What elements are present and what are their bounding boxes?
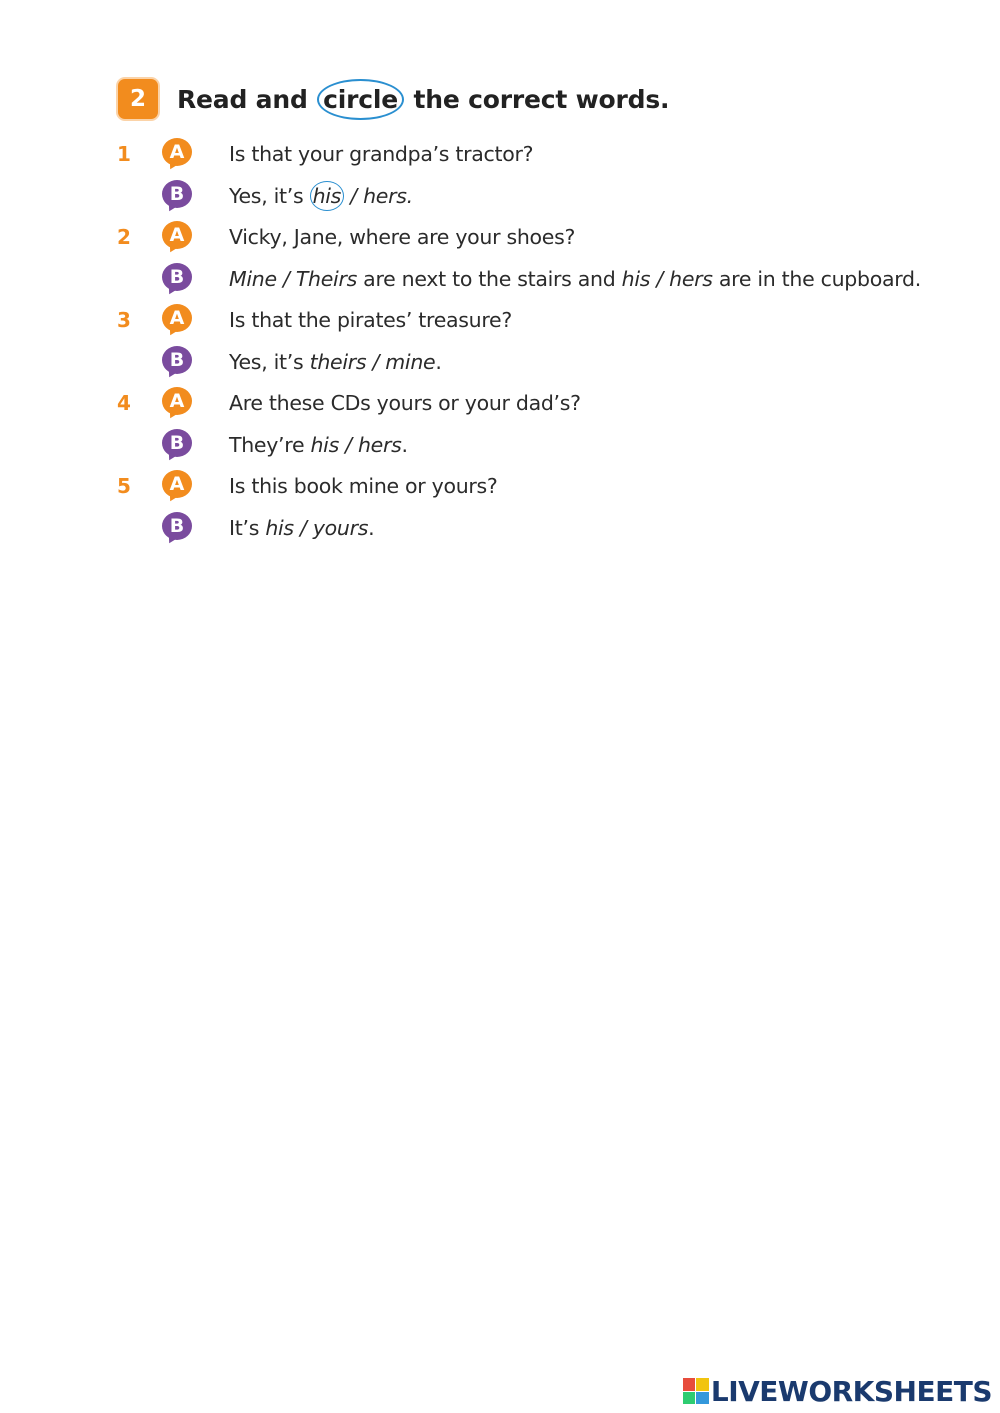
item-1-question-row (0, 134, 1000, 174)
answer-choice[interactable]: his / hers (310, 433, 402, 457)
item-3-answer-row (0, 342, 1000, 382)
item-number: 4 (117, 391, 131, 415)
speaker-b-icon: B (162, 346, 196, 378)
answer-choice-remaining[interactable]: / hers. (344, 184, 413, 208)
instruction-text-start: Read and (177, 84, 317, 114)
answer-text: They’re his / hers . (229, 433, 408, 457)
item-4-question-row (0, 383, 1000, 423)
answer-choice[interactable]: theirs / mine (309, 350, 436, 374)
answer-text: It’s his / yours . (229, 516, 375, 540)
item-5-question-row (0, 466, 1000, 506)
speaker-a-icon: A (162, 304, 196, 336)
question-text: Is that your grandpa’s tractor? (229, 142, 534, 166)
item-number: 2 (117, 225, 131, 249)
question-text: Is this book mine or yours? (229, 474, 498, 498)
answer-choice[interactable]: his / yours (265, 516, 369, 540)
speaker-b-icon: B (162, 180, 196, 212)
speaker-b-icon: B (162, 429, 196, 461)
question-text: Are these CDs yours or your dad’s? (229, 391, 581, 415)
answer-text: Mine / Theirs are next to the stairs and his / hers are in the cupboard. (229, 267, 921, 291)
item-5-answer-row (0, 508, 1000, 548)
question-text: Is that the pirates’ treasure? (229, 308, 512, 332)
speaker-a-icon: A (162, 221, 196, 253)
speaker-a-icon: A (162, 387, 196, 419)
item-number: 3 (117, 308, 131, 332)
speaker-a-icon: A (162, 470, 196, 502)
instruction-text-end: the correct words. (405, 84, 670, 114)
item-1-answer-row (0, 176, 1000, 216)
item-4-answer-row (0, 425, 1000, 465)
speaker-a-icon: A (162, 138, 196, 170)
item-3-question-row (0, 300, 1000, 340)
answer-text: Yes, it’s his / hers. (229, 176, 413, 216)
item-2-question-row (0, 217, 1000, 257)
answer-text: Yes, it’s theirs / mine . (229, 350, 442, 374)
answer-choice-1[interactable]: Mine / Theirs (229, 267, 357, 291)
exercise-header (118, 77, 669, 121)
instruction-circled-word: circle (317, 79, 404, 120)
item-2-answer-row (0, 259, 1000, 299)
logo-text: LIVEWORKSHEETS (710, 1374, 992, 1408)
item-number: 1 (117, 142, 131, 166)
exercise-number-badge: 2 (118, 79, 158, 119)
speaker-b-icon: B (162, 263, 196, 295)
exercise-instruction (177, 85, 669, 114)
question-text: Vicky, Jane, where are your shoes? (229, 225, 576, 249)
answer-choice-circled[interactable]: his (310, 181, 344, 211)
item-number: 5 (117, 474, 131, 498)
logo-mark-icon (683, 1378, 709, 1404)
answer-choice-2[interactable]: his / hers (621, 267, 713, 291)
speaker-b-icon: B (162, 512, 196, 544)
liveworksheets-logo (683, 1371, 992, 1411)
